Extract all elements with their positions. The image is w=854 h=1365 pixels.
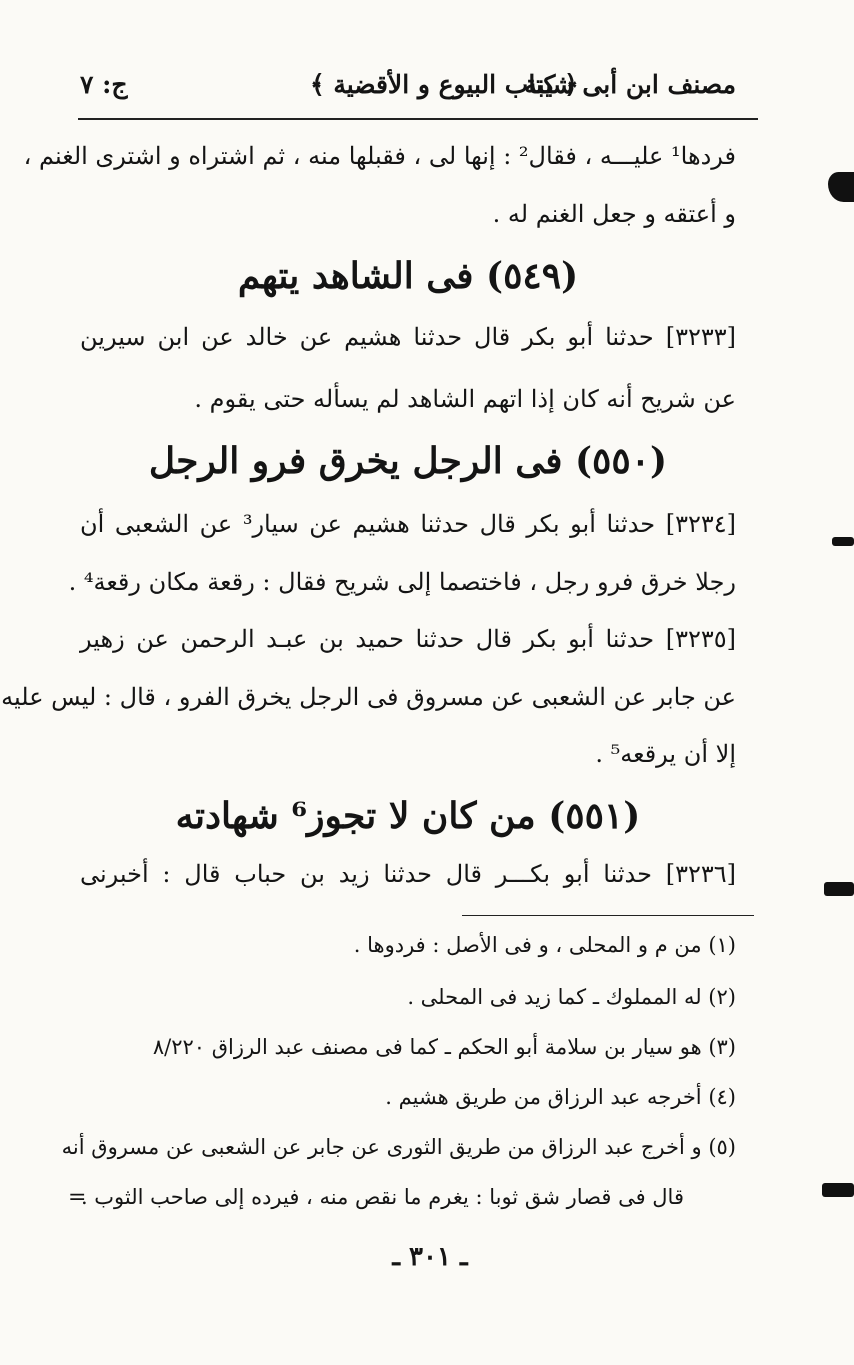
chapter-heading-549: (٥٤٩) فى الشاهد يتهم bbox=[237, 255, 579, 297]
running-head-volume: ج: ٧ bbox=[80, 70, 128, 99]
text-line: رجلا خرق فرو رجل ، فاختصما إلى شريح فقال : رقعة مكان رقعة⁴ . bbox=[68, 568, 736, 596]
running-head-book-title: مصنف ابن أبى شيبة bbox=[524, 70, 736, 99]
text-line: إلا أن يرقعه⁵ . bbox=[595, 740, 736, 768]
text-line: عن شريح أنه كان إذا اتهم الشاهد لم يسأله حتى يقوم . bbox=[194, 385, 736, 413]
text-line: فردها¹ عليـــه ، فقال² : إنها لى ، فقبلها منه ، ثم اشتراه و اشترى الغنم ، bbox=[23, 142, 736, 170]
scan-mark bbox=[824, 882, 854, 896]
footnote-5: (٥) و أخرج عبد الرزاق من طريق الثورى عن جابر عن الشعبى عن مسروق أنه bbox=[61, 1135, 736, 1159]
footnote-4: (٤) أخرجه عبد الرزاق من طريق هشيم . bbox=[385, 1085, 736, 1109]
footnote-2: (٢) له المملوك ـ كما زيد فى المحلى . bbox=[407, 985, 736, 1009]
scan-mark bbox=[822, 1183, 854, 1197]
hadith-3236: [٣٢٣٦] حدثنا أبو بكـــر قال حدثنا زيد بن حباب قال : أخبرنى bbox=[80, 860, 736, 888]
text-line: و أعتقه و جعل الغنم له . bbox=[492, 200, 736, 228]
continuation-mark: = bbox=[68, 1185, 87, 1210]
header-rule bbox=[78, 118, 758, 120]
scan-mark bbox=[832, 537, 854, 546]
hadith-3234: [٣٢٣٤] حدثنا أبو بكر قال حدثنا هشيم عن سيار³ عن الشعبى أن bbox=[80, 510, 737, 538]
hadith-3233: [٣٢٣٣] حدثنا أبو بكر قال حدثنا هشيم عن خالد عن ابن سيرين bbox=[80, 323, 736, 351]
scan-mark bbox=[828, 172, 854, 202]
footnote-1: (١) من م و المحلى ، و فى الأصل : فردوها . bbox=[353, 933, 736, 957]
running-head-section-title: ﴿ كتاب البيوع و الأقضية ﴾ bbox=[310, 70, 579, 99]
footnote-rule bbox=[462, 915, 754, 916]
footnote-3: (٣) هو سيار بن سلامة أبو الحكم ـ كما فى مصنف عبد الرزاق ٨/٢٢٠ bbox=[152, 1035, 736, 1059]
text-line: عن جابر عن الشعبى عن مسروق فى الرجل يخرق الفرو ، قال : ليس عليه bbox=[1, 683, 736, 711]
chapter-heading-551: (٥٥١) من كان لا تجوز⁶ شهادته bbox=[175, 795, 641, 837]
page-number: ـ ٣٠١ ـ bbox=[392, 1242, 468, 1272]
hadith-3235: [٣٢٣٥] حدثنا أبو بكر قال حدثنا حميد بن عبـد الرحمن عن زهير bbox=[80, 625, 736, 653]
footnote-5-continued: قال فى قصار شق ثوبا : يغرم ما نقص منه ، فيرده إلى صاحب الثوب . bbox=[80, 1185, 684, 1209]
chapter-heading-550: (٥٥٠) فى الرجل يخرق فرو الرجل bbox=[148, 440, 668, 482]
